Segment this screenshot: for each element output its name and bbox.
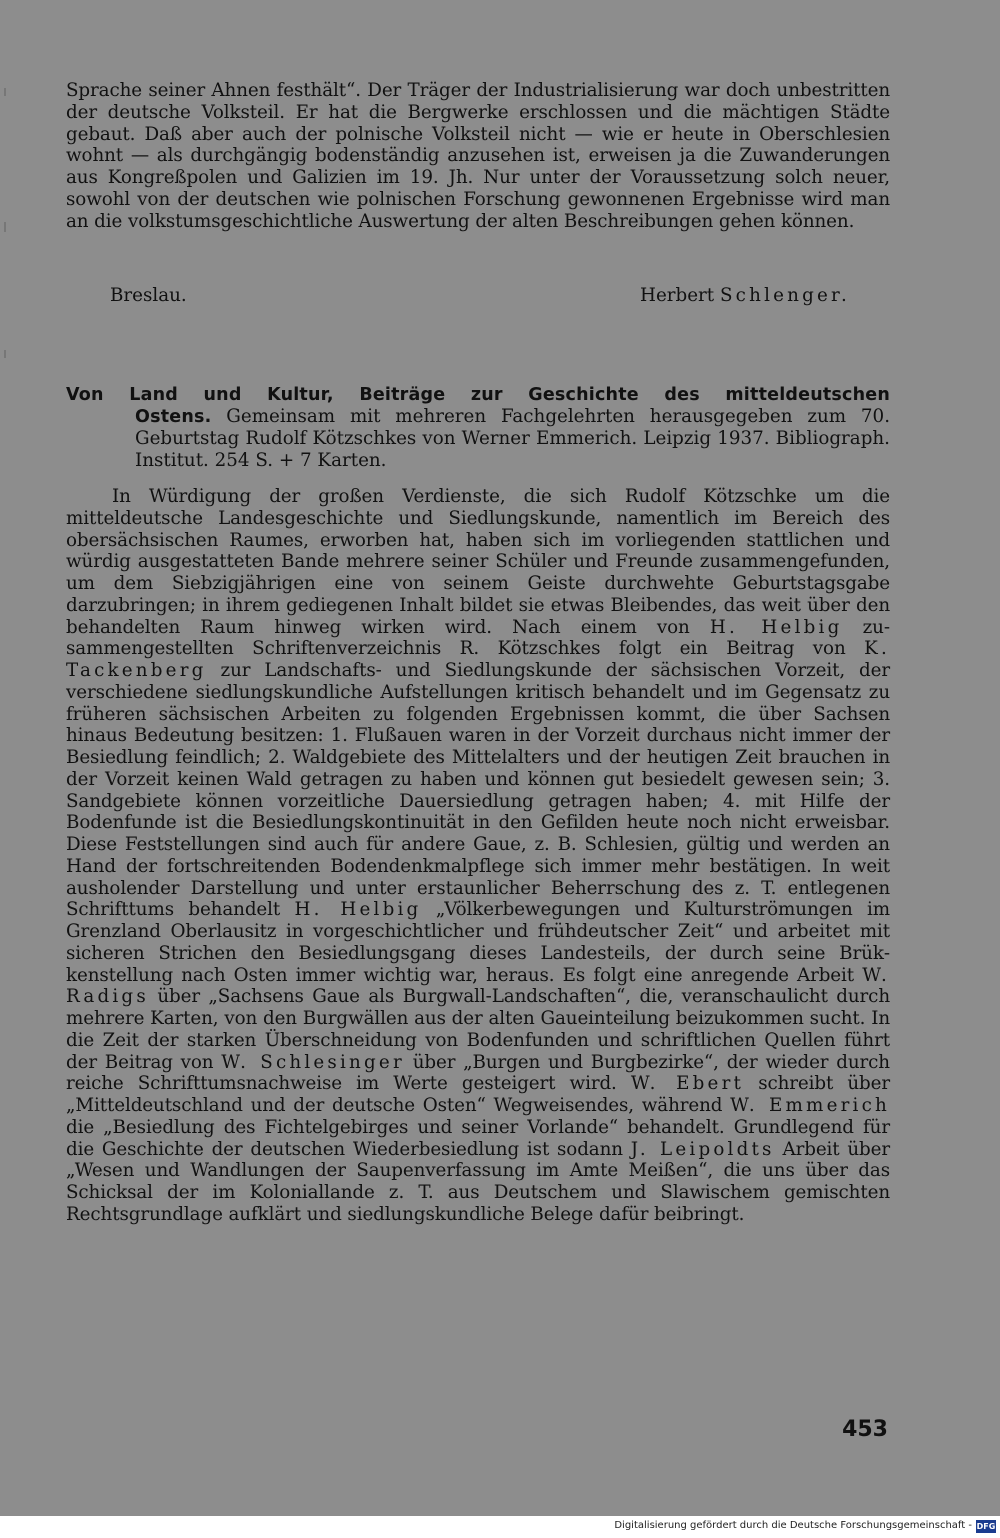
author-last-name: Schlenger.: [719, 285, 850, 306]
review-citation: Gemeinsam mit mehreren Fachgelehrten herausgegeben zum 70. Geburtstag Rudolf Kötzschkes von Werner Emmerich. Leipzig 1937. Bibliograph. Institut. 254 S. + 7 Karten.: [135, 406, 891, 471]
body-text-run: die „Besiedlung des Fichtelgebirges und seiner Vorlande“ behandelt. Grundlegend für die Geschichte der deutschen Wiederbesiedlung ist sodann: [66, 1116, 890, 1160]
body-text-run: In Würdigung der großen Verdienste, die sich Rudolf Kötzschke um die mitteldeutsche Landesgeschichte und Siedlungskunde, namentlich im Bereich des obersächsischen Raumes, erworben hat, haben sich im vorliegenden stattlichen und würdig ausgestatteten Bande mehrere seiner Schüler und Freunde zusammengefunden, um dem Siebzigjährigen eine von seinem Geiste durchwehte Geburtstagsgabe darzubringen; in ihrem gediegenen Inhalt bildet sie etwas Bleibendes, das weit über den behandelten Raum hinweg wirken wird. Nach einem von: [66, 486, 890, 638]
review-body: [66, 486, 890, 1226]
footer-credit: Digitalisierung gefördert durch die Deutsche Forschungsgemeinschaft -: [614, 1520, 972, 1531]
signature-place: Breslau.: [110, 285, 187, 306]
author-first-name: Herbert: [640, 285, 715, 306]
cited-author: H. Helbig: [709, 616, 843, 638]
scan-mark: [4, 222, 6, 232]
body-text-run: schreibt über „Mitteldeutschland und der deutsche Osten“ Wegweisendes, während: [66, 1073, 890, 1116]
previous-review-signature: [110, 284, 850, 308]
review-title-line1: Von Land und Kultur, Beiträge zur Geschichte des mitteldeutschen: [66, 385, 890, 405]
cited-author: W. Schlesinger: [221, 1051, 405, 1073]
cited-author: H. Helbig: [294, 899, 422, 921]
cited-author: W. Ebert: [630, 1073, 745, 1095]
review-heading: [66, 384, 890, 472]
cited-author: J. Leipoldts: [630, 1138, 775, 1160]
previous-review-ending: [66, 80, 890, 232]
body-text-run: „Völkerbewegungen und Kulturströmungen im Grenzland Oberlausitz in vorgeschichtlicher und frühdeutscher Zeit“ und arbeitet mit sicheren Strichen den Besiedlungsgang dieses Landesteils, der durch seine Brükkenstellung nach Osten immer wichtig war, heraus. Es folgt eine anregende Arbeit: [66, 899, 890, 986]
cited-author: W. Emmerich: [730, 1095, 890, 1116]
scan-mark: [4, 88, 6, 96]
review-title-line2: Ostens.: [135, 407, 212, 427]
body-text-run: zur Landschafts- und Siedlungskunde der sächsischen Vorzeit, der verschiedene siedlungskundliche Aufstellungen kritisch behandelt und im Gegensatz zu früheren sächsischen Arbeiten zu folgenden Ergebnissen kommt, die über Sachsen hinaus Bedeutung besitzen: 1. Flußauen waren in der Vorzeit durchaus nicht immer der Besiedlung feindlich; 2. Waldgebiete des Mittelalters und der heutigen Zeit brauchen in der Vorzeit keinen Wald getragen zu haben und können gut besiedelt gewesen sein; 3. Sandgebiete können vorzeitliche Dauersiedlung getragen haben; 4. mit Hilfe der Bodenfunde ist die Besiedlungskontinuität in den Gefilden heute noch nicht erweisbar. Diese Feststellungen sind auch für andere Gaue, z. B. Schlesien, gültig und werden an Hand der fortschreitenden Bodendenkmalpflege sich immer mehr bestätigen. In weit ausholender Darstellung und unter erstaunlicher Beherrschung des z. T. entlegenen Schrifttums behandelt: [66, 660, 890, 921]
review-body-paragraph: [66, 486, 890, 1226]
scan-mark: [4, 350, 6, 358]
body-text-run: zusammengestellten Schriftenverzeichnis R. Kötzschkes folgt ein Beitrag von: [66, 616, 890, 660]
previous-review-paragraph: Sprache seiner Ahnen festhält“. Der Träger der Industrialisierung war doch unbestritten der deutsche Volksteil. Er hat die Bergwerke erschlossen und die mächtigen Städte gebaut. Daß aber auch der polnische Volksteil nicht — wie er heute in Oberschlesien wohnt — als durchgängig bodenständig anzusehen ist, erweisen ja die Zuwanderungen aus Kongreßpolen und Galizien im 19. Jh. Nur unter der Voraussetzung solch neuer, sowohl von der deutschen wie polnischen Forschung gewonnenen Ergebnisse wird man an die volkstumsgeschichtliche Auswertung der alten Beschreibungen gehen können.: [66, 80, 890, 232]
review-citation-block: [66, 406, 890, 472]
cited-author: W. Radigs: [66, 964, 890, 1008]
dfg-logo-icon: DFG: [976, 1522, 996, 1531]
cited-author: K. Tackenberg: [66, 638, 890, 681]
digitization-footer: [0, 1516, 1000, 1538]
body-text-run: über „Sachsens Gaue als Burgwall-Landschaften“, die, veranschaulicht durch mehrere Karten, von den Burgwällen aus der alten Gaueinteilung beizukommen sucht. In die Zeit der starken Überschneidung von Bodenfunden und schriftlichen Quellen führt der Beitrag von: [66, 986, 890, 1073]
signature-author: [640, 284, 850, 308]
body-text-run: Arbeit über „Wesen und Wandlungen der Saupenverfassung im Amte Meißen“, die uns über das Schicksal der im Koloniallande z. T. aus Deutschem und Slawischem gemischten Rechtsgrundlage aufklärt und siedlungskundliche Belege dafür beibringt.: [66, 1138, 890, 1225]
body-text-run: über „Burgen und Burgbezirke“, der wieder durch reiche Schrifttumsnachweise im Werte gesteigert wird.: [66, 1051, 890, 1095]
page-number: 453: [842, 1417, 888, 1442]
